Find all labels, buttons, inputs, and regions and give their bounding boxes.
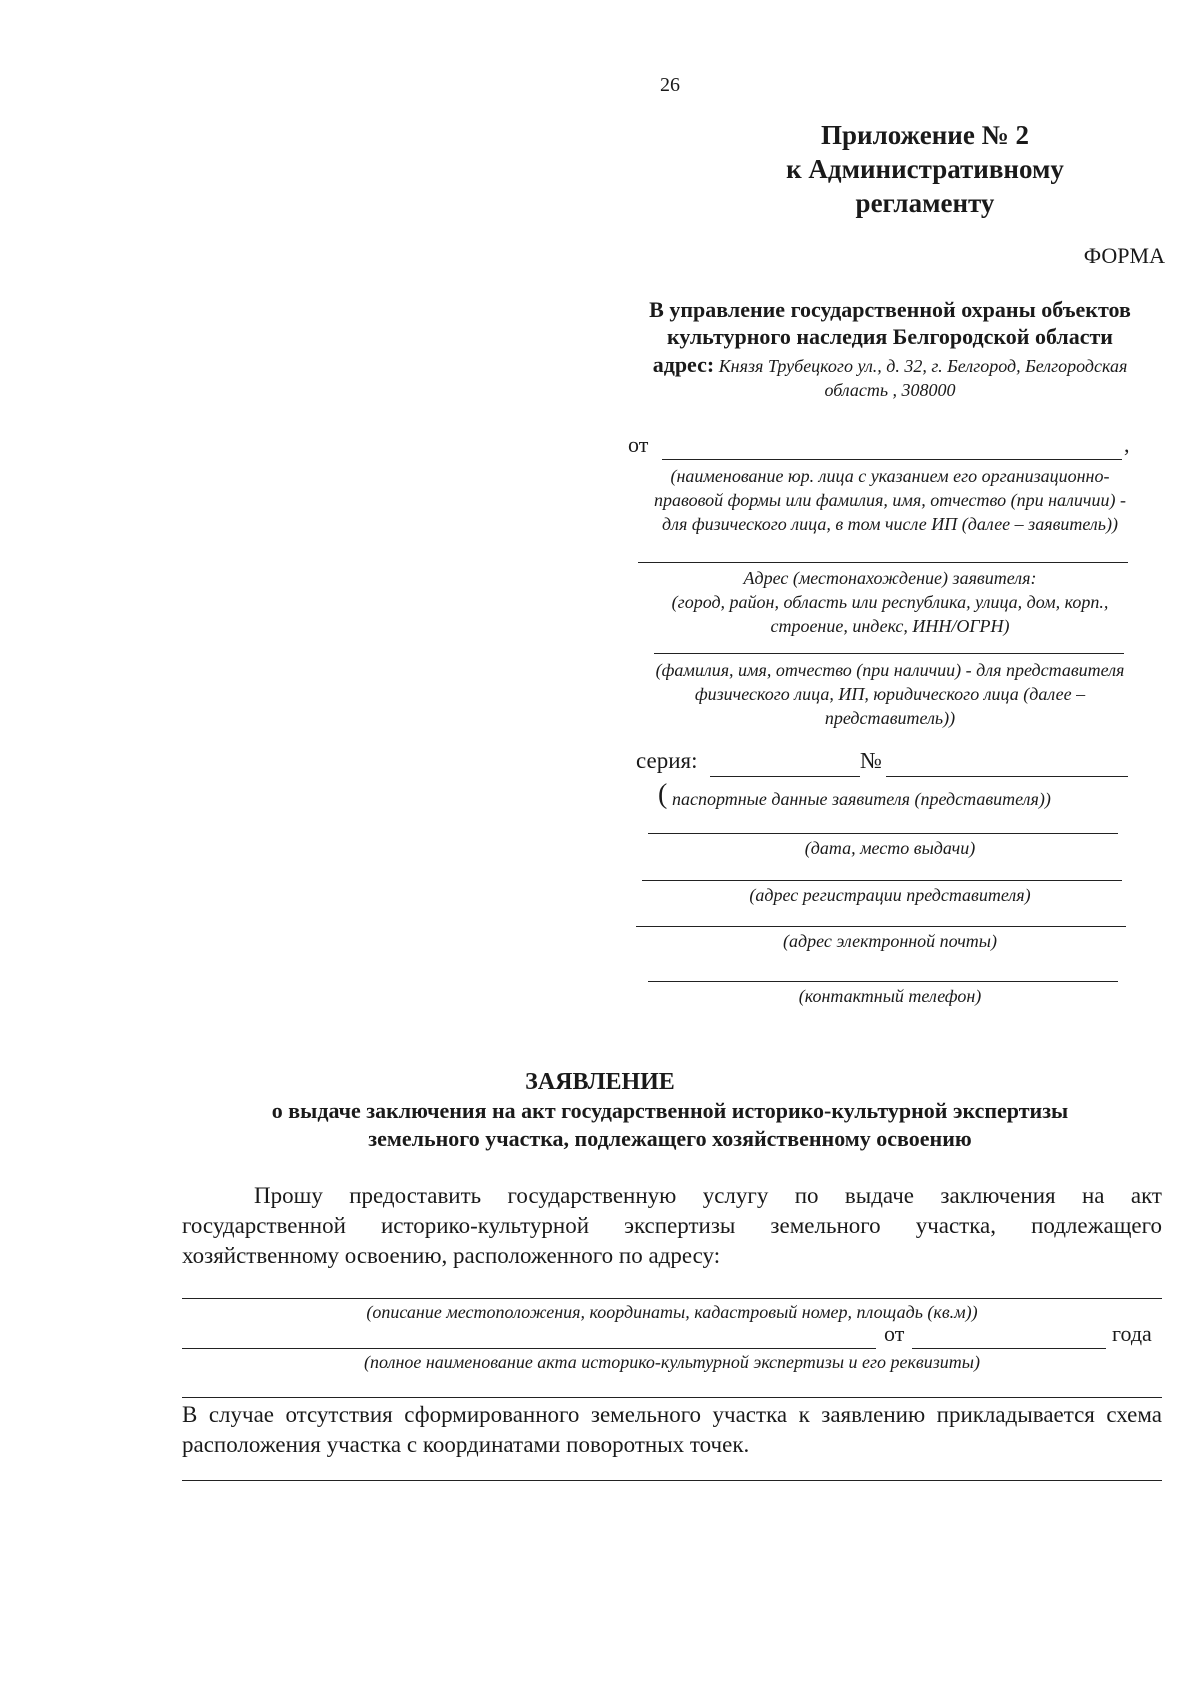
representative-hint: [610, 658, 1170, 730]
appendix-heading: [740, 118, 1110, 220]
passport-paren: (: [658, 779, 668, 810]
hint-rep-line-1: (фамилия, имя, отчество (при наличии) - для представителя: [655, 660, 1125, 680]
subtitle-line-1: о выдаче заключения на акт государственной историко-культурной экспертизы: [271, 1098, 1069, 1123]
hint-name-line-2: правовой формы или фамилия, имя, отчество (при наличии) -: [654, 490, 1126, 510]
registration-address-hint: (адрес регистрации представителя): [749, 885, 1031, 905]
addressee-block: [610, 296, 1170, 350]
location-field[interactable]: [182, 1298, 1162, 1299]
act-from-label: от: [884, 1321, 905, 1346]
bottom-field[interactable]: [182, 1480, 1162, 1481]
subtitle-line-2: земельного участка, подлежащего хозяйственному освоению: [368, 1126, 972, 1151]
phone-field[interactable]: [648, 981, 1118, 982]
form-label: ФОРМА: [1083, 243, 1165, 268]
comma: ,: [1124, 432, 1130, 457]
issue-date-place-field[interactable]: [648, 833, 1118, 834]
act-date-field[interactable]: [912, 1348, 1106, 1349]
passport-hint: паспортные данные заявителя (представителя)): [672, 789, 1051, 809]
applicant-address-hint: [610, 566, 1170, 638]
address-label: адрес:: [652, 352, 715, 377]
hint-rep-line-3: представитель)): [824, 708, 956, 728]
passport-number-field[interactable]: [886, 776, 1128, 777]
email-hint: (адрес электронной почты): [783, 931, 997, 951]
statement-subtitle: [180, 1097, 1160, 1153]
page-number: 26: [660, 74, 680, 96]
extra-field[interactable]: [182, 1397, 1162, 1398]
hint-name-line-3: для физического лица, в том числе ИП (далее – заявитель)): [662, 514, 1118, 534]
appendix-line-2: к Административному: [786, 154, 1064, 184]
location-hint: (описание местоположения, координаты, кадастровый номер, площадь (кв.м)): [366, 1302, 978, 1322]
applicant-address-field[interactable]: [638, 562, 1128, 563]
addressee-line-1: В управление государственной охраны объектов: [649, 297, 1131, 322]
applicant-name-field[interactable]: [662, 459, 1122, 460]
act-name-field[interactable]: [182, 1348, 876, 1349]
act-hint: (полное наименование акта историко-культурной экспертизы и его реквизиты): [364, 1352, 980, 1372]
statement-title: ЗАЯВЛЕНИЕ: [525, 1069, 675, 1095]
addressee-line-2: культурного наследия Белгородской области: [667, 324, 1113, 349]
email-field[interactable]: [636, 926, 1126, 927]
hint-name-line-1: (наименование юр. лица с указанием его организационно-: [670, 466, 1110, 486]
representative-name-field[interactable]: [654, 653, 1124, 654]
number-label: №: [860, 748, 882, 773]
appendix-line-1: Приложение № 2: [821, 120, 1029, 150]
issue-date-place-hint: (дата, место выдачи): [804, 838, 976, 858]
phone-hint: (контактный телефон): [798, 986, 982, 1006]
statement-body: Прошу предоставить государственную услугу по выдаче заключения на акт государственной историко-культурной экспертизы земельного участка, подлежащего хозяйственному освоению, расположенного по адресу:: [182, 1183, 1162, 1268]
applicant-name-hint: [610, 464, 1170, 536]
address-value-2: область , 308000: [824, 380, 956, 400]
appendix-line-3: регламенту: [855, 188, 995, 218]
hint-address-line-1: Адрес (местонахождение) заявителя:: [743, 568, 1037, 588]
statement-note: В случае отсутствия сформированного земельного участка к заявлению прикладывается схема расположения участка с координатами поворотных точек.: [182, 1402, 1162, 1457]
hint-address-line-3: строение, индекс, ИНН/ОГРН): [770, 616, 1010, 636]
registration-address-field[interactable]: [642, 880, 1122, 881]
hint-rep-line-2: физического лица, ИП, юридического лица (далее –: [694, 684, 1086, 704]
address-value: Князя Трубецкого ул., д. 32, г. Белгород, Белгородская: [714, 356, 1128, 376]
passport-series-field[interactable]: [710, 776, 860, 777]
hint-address-line-2: (город, район, область или республика, улица, дом, корп.,: [671, 592, 1109, 612]
from-label: от: [628, 432, 649, 457]
series-label: серия:: [636, 748, 698, 773]
addressee-address: [610, 353, 1170, 402]
year-label: года: [1112, 1321, 1152, 1346]
